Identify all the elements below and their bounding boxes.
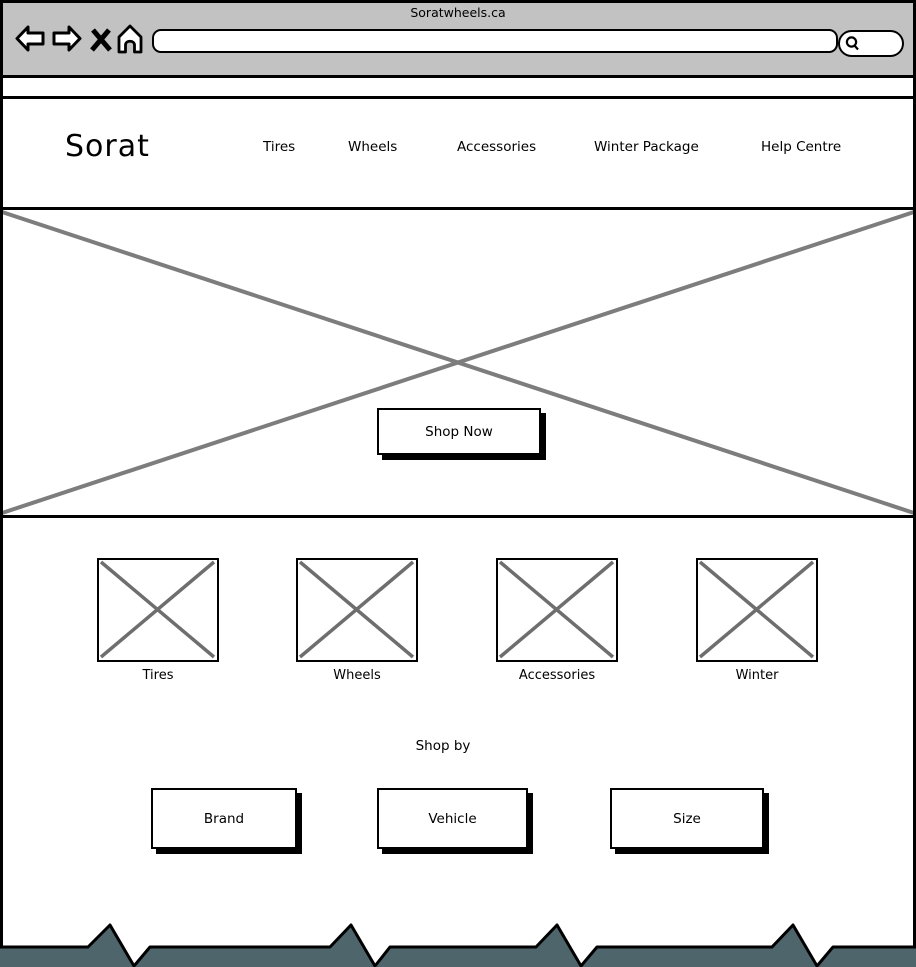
site-navbar	[0, 96, 916, 210]
site-logo: Sorat	[65, 129, 150, 164]
image-placeholder	[97, 558, 219, 662]
category-label: Wheels	[333, 668, 381, 683]
nav-item-accessories[interactable]: Accessories	[457, 139, 537, 155]
shop-by-vehicle-button[interactable]: Vehicle	[377, 788, 528, 849]
browser-chrome	[0, 0, 916, 78]
hero-image-placeholder	[0, 210, 916, 518]
category-thumb-wheels[interactable]	[296, 558, 418, 683]
category-label: Winter	[735, 668, 779, 683]
image-placeholder-x-icon	[0, 210, 916, 515]
category-label: Accessories	[518, 668, 596, 683]
shop-now-button[interactable]: Shop Now	[377, 408, 541, 455]
forward-arrow-icon	[50, 24, 84, 54]
window-title: Soratwheels.ca	[410, 5, 506, 20]
image-placeholder	[696, 558, 818, 662]
url-input[interactable]	[152, 29, 838, 53]
nav-item-winter-package[interactable]: Winter Package	[594, 139, 699, 155]
nav-item-help-centre[interactable]: Help Centre	[761, 139, 842, 155]
search-field[interactable]	[838, 30, 904, 57]
shop-by-brand-button[interactable]: Brand	[151, 788, 297, 849]
search-magnifier-icon	[844, 34, 862, 54]
image-placeholder-x-icon	[99, 560, 216, 659]
chrome-page-gap	[0, 78, 916, 96]
category-thumb-winter[interactable]	[696, 558, 818, 683]
back-button[interactable]	[13, 24, 47, 58]
category-thumb-tires[interactable]	[97, 558, 219, 683]
image-placeholder-x-icon	[698, 560, 815, 659]
home-icon	[115, 23, 145, 55]
back-arrow-icon	[13, 24, 47, 54]
forward-button[interactable]	[50, 24, 84, 58]
shop-by-size-button[interactable]: Size	[610, 788, 764, 849]
torn-edge	[0, 907, 916, 967]
nav-item-wheels[interactable]: Wheels	[348, 139, 398, 155]
stop-button[interactable]	[89, 27, 113, 57]
torn-edge-graphic	[0, 907, 916, 967]
close-x-icon	[89, 27, 113, 53]
image-placeholder	[496, 558, 618, 662]
home-button[interactable]	[115, 23, 145, 59]
category-thumb-accessories[interactable]	[496, 558, 618, 683]
shop-by-heading: Shop by	[415, 738, 471, 754]
image-placeholder-x-icon	[298, 560, 415, 659]
image-placeholder-x-icon	[498, 560, 615, 659]
nav-item-tires[interactable]: Tires	[263, 139, 296, 155]
category-label: Tires	[142, 668, 174, 683]
image-placeholder	[296, 558, 418, 662]
